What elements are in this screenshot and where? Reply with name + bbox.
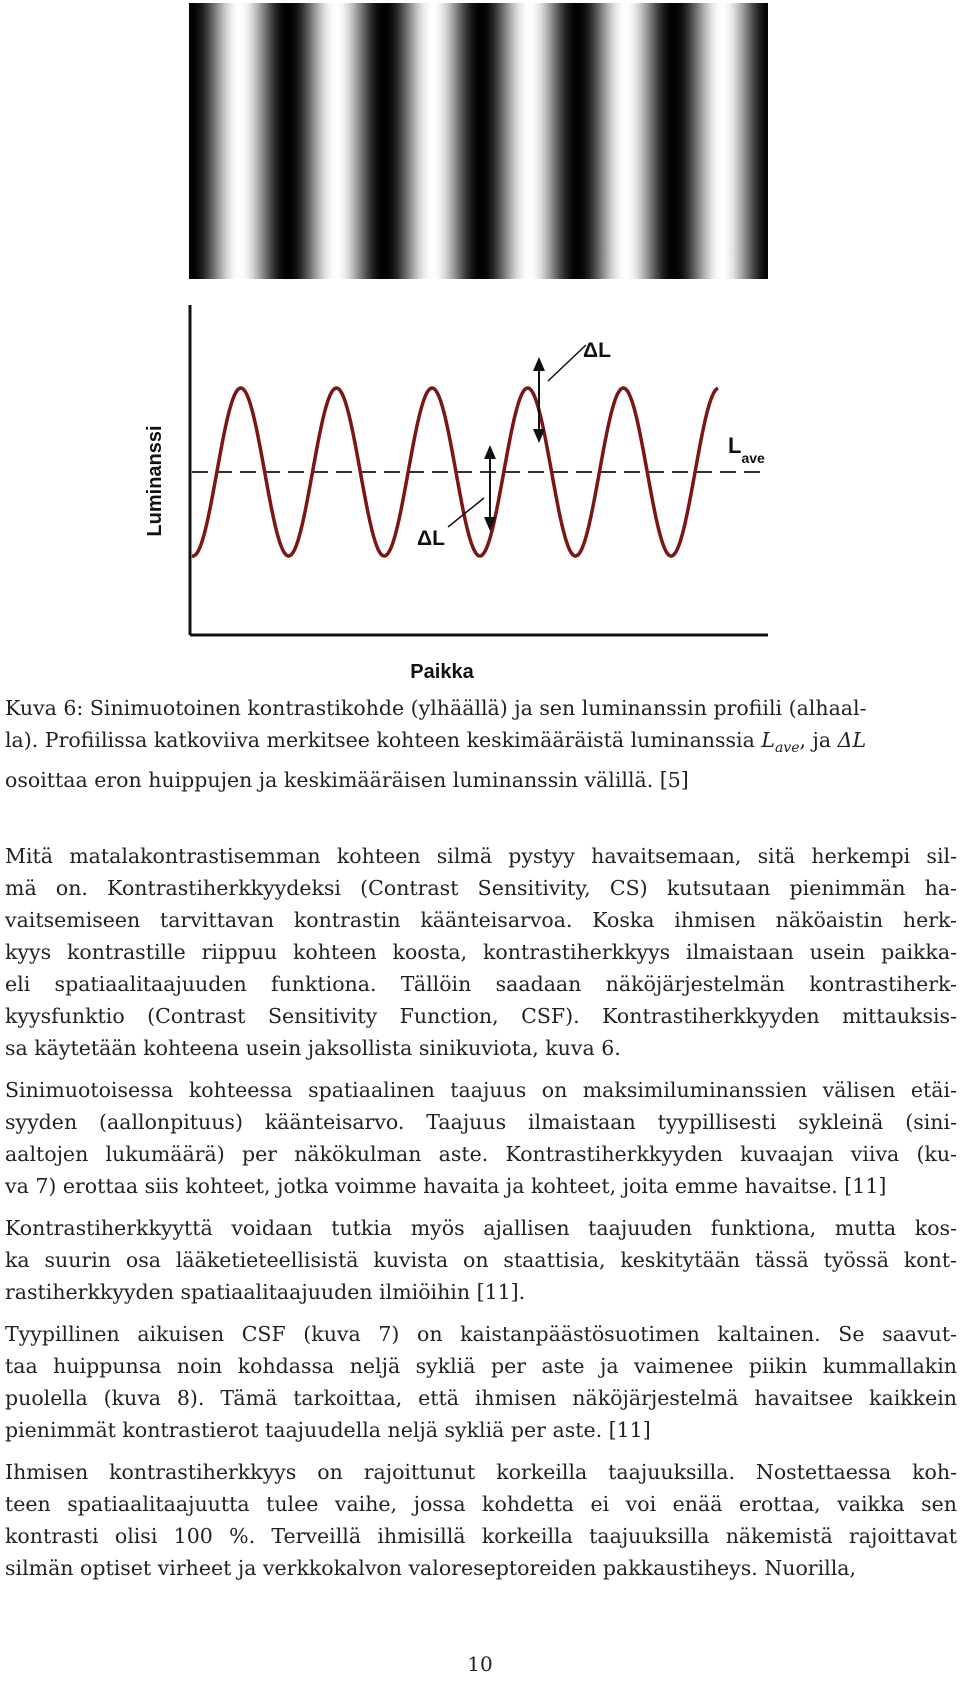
caption-math-delta: ΔL: [837, 728, 867, 752]
text-line: Ihmisen kontrastiherkkyys on rajoittunut korkeilla taajuuksilla. Nostettaessa koh-: [5, 1460, 957, 1484]
page-number: 10: [467, 1652, 493, 1676]
text-line: ka suurin osa lääketieteellisistä kuvista on staattisia, keskitytään tässä työssä kont-: [5, 1248, 957, 1272]
mean-label-sub: ave: [741, 450, 765, 466]
paragraph: [5, 840, 957, 1064]
caption-line-3: osoittaa eron huippujen ja keskimääräisen luminanssin välillä. [5]: [5, 768, 689, 793]
caption-math-sub: ave: [774, 740, 800, 757]
paragraph: [5, 1456, 957, 1584]
text-line: kyys kontrastille riippuu kohteen koosta, kontrastiherkkyys ilmaistaan usein paikka-: [5, 940, 957, 964]
caption-math-l: L: [761, 728, 775, 752]
text-line: Kontrastiherkkyyttä voidaan tutkia myös ajallisen taajuuden funktiona, mutta kos-: [5, 1216, 957, 1240]
text-line: taa huippunsa noin kohdassa neljä sykliä per aste ja vaimenee piikin kummallakin: [5, 1354, 957, 1378]
text-line: vaitsemiseen tarvittavan kontrastin käänteisarvoa. Koska ihmisen näköaistin herk-: [5, 908, 957, 932]
delta-bottom-head-up: [484, 445, 496, 459]
text-line: pienimmät kontrastierot taajuudella neljä sykliä per aste. [11]: [5, 1418, 651, 1442]
text-line: aaltojen lukumäärä) per näkökulman aste. Kontrastiherkkyyden kuvaajan viiva (ku-: [5, 1142, 957, 1166]
delta-l-top-arrow: [533, 345, 586, 443]
caption-line-1: Kuva 6: Sinimuotoinen kontrastikohde (ylhäällä) ja sen luminanssin profiili (alhaal-: [5, 696, 867, 720]
luminance-profile-figure: [140, 295, 840, 695]
text-line: teen spatiaalitaajuutta tulee vaihe, jossa kohdetta ei voi enää erottaa, vaikka sen: [5, 1492, 957, 1516]
text-line: kontrasti olisi 100 %. Terveillä ihmisillä korkeilla taajuuksilla näkemistä rajoittavat: [5, 1524, 957, 1548]
caption-line-2: [5, 724, 957, 764]
x-axis-label: Paikka: [410, 661, 474, 683]
delta-l-bottom-arrow: [448, 445, 496, 531]
body-text: [5, 840, 957, 1594]
y-axis-label: Luminanssi: [144, 425, 166, 537]
text-line: Tyypillinen aikuisen CSF (kuva 7) on kaistanpäästösuotimen kaltainen. Se saavut-: [5, 1322, 957, 1346]
text-line: eli spatiaalitaajuuden funktiona. Tällöin saadaan näköjärjestelmän kontrastiherk-: [5, 972, 957, 996]
grating-fill: [189, 3, 768, 279]
figure-caption: [5, 692, 957, 796]
paragraph: [5, 1318, 957, 1446]
caption-line-2-text-b: , ja: [799, 728, 838, 752]
text-line: silmän optiset virheet ja verkkokalvon valoreseptoreiden pakkaustiheys. Nuorilla,: [5, 1556, 857, 1580]
text-line: rastiherkkyyden spatiaalitaajuuden ilmiöihin [11].: [5, 1280, 526, 1304]
text-line: sa käytetään kohteena usein jaksollista sinikuviota, kuva 6.: [5, 1036, 621, 1060]
text-line: syyden (aallonpituus) käänteisarvo. Taajuus ilmaistaan tyypillisesti sykleinä (sini-: [5, 1110, 957, 1134]
delta-top-leader: [548, 345, 586, 381]
sinusoidal-grating-image: [189, 3, 768, 279]
delta-l-bottom-label: ΔL: [417, 527, 445, 550]
text-line: kyysfunktio (Contrast Sensitivity Function, CSF). Kontrastiherkkyyden mittauksis-: [5, 1004, 957, 1028]
text-line: puolella (kuva 8). Tämä tarkoittaa, että ihmisen näköjärjestelmä havaitsee kaikkein: [5, 1386, 957, 1410]
delta-top-head-up: [533, 357, 545, 371]
text-line: Sinimuotoisessa kohteessa spatiaalinen taajuus on maksimiluminanssien välisen etäi-: [5, 1078, 957, 1102]
text-line: mä on. Kontrastiherkkyydeksi (Contrast Sensitivity, CS) kutsutaan pienimmän ha-: [5, 876, 957, 900]
text-line: va 7) erottaa siis kohteet, jotka voimme havaita ja kohteet, joita emme havaitse. [11]: [5, 1174, 887, 1198]
mean-label-main: L: [728, 433, 742, 458]
paragraph: [5, 1074, 957, 1202]
delta-l-top-label: ΔL: [583, 339, 611, 362]
text-line: Mitä matalakontrastisemman kohteen silmä pystyy havaitsemaan, sitä herkempi sil-: [5, 844, 957, 868]
caption-line-2-text-a: la). Profiilissa katkoviiva merkitsee kohteen keskimääräistä luminanssia: [5, 728, 762, 752]
mean-luminance-label: [728, 433, 765, 466]
paragraph: [5, 1212, 957, 1308]
